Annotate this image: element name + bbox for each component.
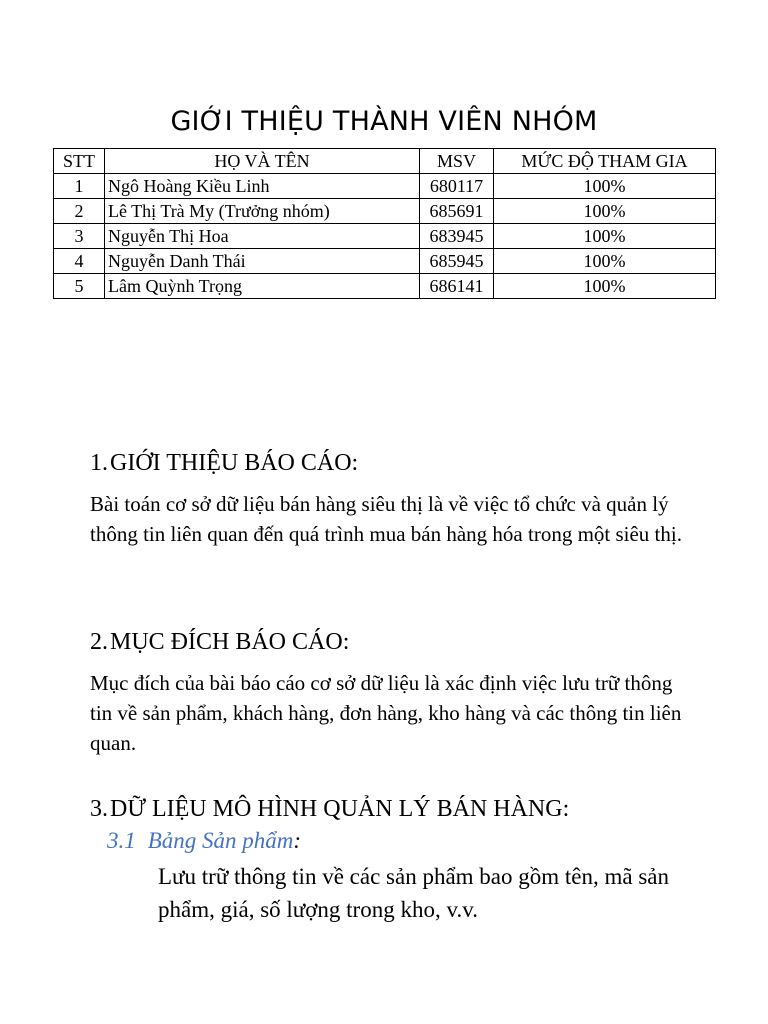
header-participation: MỨC ĐỘ THAM GIA <box>494 149 716 174</box>
section-3-title: DỮ LIỆU MÔ HÌNH QUẢN LÝ BÁN HÀNG: <box>110 796 570 822</box>
section-2-body: Mục đích của bài báo cáo cơ sở dữ liệu là xác định việc lưu trữ thông tin về sản phẩm, khách hàng, đơn hàng, kho hàng và các thông tin liên quan. <box>90 671 682 755</box>
section-1-title: GIỚI THIỆU BÁO CÁO: <box>110 450 359 476</box>
cell-name: Nguyễn Danh Thái <box>105 249 420 274</box>
subsection-3-1-colon: : <box>293 828 302 853</box>
cell-stt: 2 <box>54 199 105 224</box>
section-2-heading <box>90 629 349 656</box>
header-name: HỌ VÀ TÊN <box>105 149 420 174</box>
cell-participation: 100% <box>494 274 716 299</box>
subsection-3-1-title: Bảng Sản phẩm <box>147 828 294 853</box>
page-title: GIỚI THIỆU THÀNH VIÊN NHÓM <box>170 106 598 137</box>
table-row <box>54 224 716 249</box>
table-header-row <box>54 149 716 174</box>
cell-msv: 685691 <box>420 199 494 224</box>
cell-msv: 685945 <box>420 249 494 274</box>
table-row <box>54 199 716 224</box>
cell-stt: 5 <box>54 274 105 299</box>
member-table <box>53 148 716 299</box>
subsection-3-1-heading <box>107 828 301 854</box>
cell-msv: 683945 <box>420 224 494 249</box>
cell-stt: 4 <box>54 249 105 274</box>
section-3-number: 3. <box>90 796 108 822</box>
cell-participation: 100% <box>494 224 716 249</box>
cell-name: Lê Thị Trà My (Trưởng nhóm) <box>105 199 420 224</box>
header-stt: STT <box>54 149 105 174</box>
section-2-number: 2. <box>90 629 108 655</box>
subsection-3-1-body: Lưu trữ thông tin về các sản phẩm bao gồm tên, mã sản phẩm, giá, số lượng trong kho, v.v. <box>158 864 669 922</box>
section-3-heading <box>90 796 569 823</box>
subsection-3-1-number: 3.1 <box>107 828 136 853</box>
section-1-number: 1. <box>90 450 108 476</box>
table-row <box>54 174 716 199</box>
cell-participation: 100% <box>494 199 716 224</box>
cell-name: Ngô Hoàng Kiều Linh <box>105 174 420 199</box>
cell-name: Lâm Quỳnh Trọng <box>105 274 420 299</box>
cell-name: Nguyễn Thị Hoa <box>105 224 420 249</box>
table-row <box>54 274 716 299</box>
header-msv: MSV <box>420 149 494 174</box>
cell-msv: 680117 <box>420 174 494 199</box>
cell-msv: 686141 <box>420 274 494 299</box>
cell-stt: 1 <box>54 174 105 199</box>
section-1-body: Bài toán cơ sở dữ liệu bán hàng siêu thị là về việc tổ chức và quản lý thông tin liên quan đến quá trình mua bán hàng hóa trong một siêu thị. <box>90 492 682 546</box>
cell-participation: 100% <box>494 174 716 199</box>
cell-participation: 100% <box>494 249 716 274</box>
cell-stt: 3 <box>54 224 105 249</box>
section-2-title: MỤC ĐÍCH BÁO CÁO: <box>110 629 350 655</box>
section-1-heading <box>90 450 358 477</box>
table-row <box>54 249 716 274</box>
